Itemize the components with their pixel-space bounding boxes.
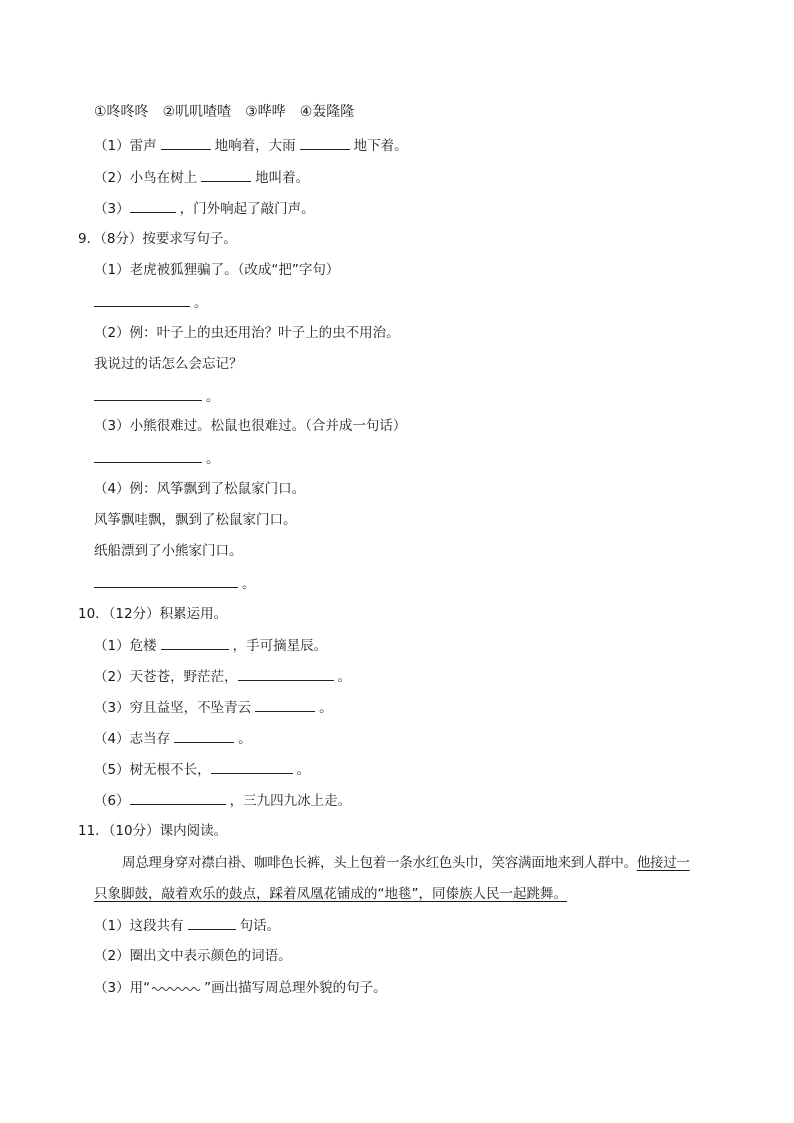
q9-item-4-example: 风筝飘哇飘，飘到了松鼠家门口。 [94,512,297,528]
q9-item-2-answer [94,386,220,407]
q11-item-1-text-b: 句话。 [239,918,281,934]
option-1: ①咚咚咚 [94,104,149,120]
passage-text: 周总理身穿对襟白褂、咖啡色长裤，头上包着一条水红色头巾，笑容满面地来到人群中。 [122,855,637,871]
q9-item-3: （3）小熊很难过。松鼠也很难过。（合并成一句话） [94,418,407,434]
q10-item-1 [94,635,327,656]
q10-item-4-text-a: （4）志当存 [94,731,171,747]
q8-item-1-text-b: 地响着，大雨 [214,138,296,154]
period: 。 [206,451,220,467]
answer-blank[interactable] [94,573,238,588]
answer-blank[interactable] [174,728,234,743]
q9-item-3-answer [94,448,220,469]
q8-item-3-text-a: （3） [94,201,130,217]
option-3: ③哗哗 [245,104,286,120]
q8-item-2 [94,167,309,188]
q8-item-3 [94,198,315,219]
answer-blank[interactable] [300,135,350,150]
q11-item-1 [94,915,280,936]
q11-passage-line-2 [94,884,567,904]
answer-blank[interactable] [201,167,251,182]
q8-item-1 [94,135,408,156]
passage-underlined-text: 只象脚鼓，敲着欢乐的鼓点，踩着凤凰花铺成的“地毯”，同傣族人民一起跳舞。 [94,886,567,902]
passage-underlined-text: 他接过一 [636,855,690,871]
period: 。 [242,576,256,592]
q10-item-6-text-a: （6） [94,793,130,809]
q10-item-4 [94,728,252,749]
q10-item-5-text-b: 。 [296,762,311,778]
q10-item-3 [94,697,333,718]
q11-item-2: （2）圈出文中表示颜色的词语。 [94,948,292,964]
q9-item-4-question: 纸船漂到了小熊家门口。 [94,543,243,559]
q10-item-2-text-b: 。 [337,669,352,685]
answer-blank[interactable] [130,198,176,213]
period: 。 [194,295,208,311]
answer-blank[interactable] [161,135,211,150]
q8-item-2-text-a: （2）小鸟在树上 [94,170,198,186]
answer-blank[interactable] [130,790,226,805]
q8-item-3-text-b: ，门外响起了敲门声。 [179,201,315,217]
answer-blank[interactable] [255,697,315,712]
q11-item-3 [94,978,387,998]
q8-item-2-text-b: 地叫着。 [255,170,310,186]
q10-item-3-text-a: （3）穷且益坚，不坠青云 [94,700,252,716]
answer-blank[interactable] [238,666,334,681]
answer-blank[interactable] [211,759,293,774]
option-4: ④轰隆隆 [299,104,355,120]
answer-blank[interactable] [161,635,229,650]
answer-blank[interactable] [94,386,202,401]
q10-item-2-text-a: （2）天苍苍，野茫茫， [94,669,238,685]
q10-item-5-text-a: （5）树无根不长， [94,762,211,778]
q11-item-3-text-a: （3）用“ [94,980,151,996]
q9-item-2-question: 我说过的话怎么会忘记？ [94,356,243,372]
q10-item-6-text-b: ，三九四九冰上走。 [229,793,352,809]
option-2: ②叽叽喳喳 [162,104,232,120]
q8-item-1-text-c: 地下着。 [353,138,408,154]
q10-item-2 [94,666,351,687]
q10-title: 10．（12分）积累运用。 [78,606,228,622]
q11-item-3-text-b: ”画出描写周总理外貌的句子。 [204,980,387,996]
word-options [94,102,354,122]
q10-item-6 [94,790,351,811]
answer-blank[interactable] [188,915,236,930]
q9-item-2: （2）例：叶子上的虫还用治？叶子上的虫不用治。 [94,325,400,341]
q10-item-3-text-b: 。 [319,700,333,716]
q9-title: 9．（8分）按要求写句子。 [78,231,237,247]
q10-item-1-text-b: ，手可摘星辰。 [232,638,328,654]
q10-item-4-text-b: 。 [238,731,252,747]
answer-blank[interactable] [94,448,202,463]
answer-blank[interactable] [94,292,190,307]
q10-item-1-text-a: （1）危楼 [94,638,157,654]
period: 。 [206,389,220,405]
wavy-line-icon [151,983,203,993]
q9-item-4-answer [94,573,256,594]
q9-item-4: （4）例：风筝飘到了松鼠家门口。 [94,481,306,497]
q11-item-1-text-a: （1）这段共有 [94,918,184,934]
q9-item-1: （1）老虎被狐狸骗了。（改成“把”字句） [94,262,340,278]
q11-title: 11．（10分）课内阅读。 [78,823,228,839]
q10-item-5 [94,759,310,780]
q9-item-1-answer [94,292,208,313]
q8-item-1-text-a: （1）雷声 [94,138,157,154]
q11-passage-line-1 [122,853,690,873]
